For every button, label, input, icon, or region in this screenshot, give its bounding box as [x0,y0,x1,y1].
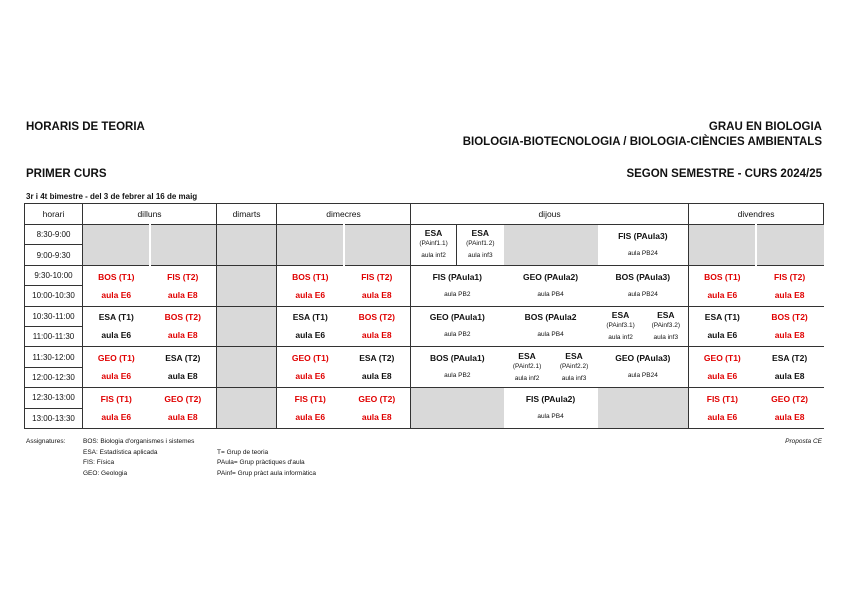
class-cell [598,225,689,266]
table-row [25,347,824,367]
class-cell [411,306,504,347]
room-label: aula PB24 [627,372,658,380]
timetable [24,203,824,429]
room-label: aula E6 [707,330,738,341]
course-label: BOS (T1) [292,271,329,282]
course-label: ESA [565,350,583,361]
course-label: GEO (T1) [291,353,329,364]
empty-slot [277,225,344,266]
room-label: aula E8 [167,330,198,341]
course-label: GEO (T1) [703,353,741,364]
class-cell [504,347,551,388]
legend-subjects [83,437,194,479]
room-label: aula E8 [167,412,198,423]
room-label: aula E8 [361,371,392,382]
course-label: ESA (T1) [292,312,328,323]
room-label: aula PB24 [627,249,658,257]
time-slot: 13:00-13:30 [25,408,83,428]
course-title: PRIMER CURS [26,168,107,180]
class-cell [83,388,150,429]
room-label: aula PB4 [537,413,564,421]
class-cell [83,306,150,347]
class-cell [411,347,504,388]
course-label: ESA [611,309,630,320]
header-divendres: divendres [689,204,824,225]
group-label: (PAinf2.2) [559,362,589,370]
time-slot: 11:30-12:00 [25,347,83,367]
table-row [25,225,824,245]
room-label: aula PB2 [444,372,471,380]
course-label: GEO (PAula1) [429,312,485,323]
time-slot: 10:00-10:30 [25,286,83,306]
course-label: ESA (T1) [98,312,134,323]
class-cell [644,306,689,347]
page-title: HORARIS DE TEORIA [26,121,145,133]
time-slot: 9:00-9:30 [25,245,83,265]
course-label: FIS (T2) [361,271,393,282]
empty-slot [598,388,689,429]
room-label: aula E6 [101,412,132,423]
room-label: aula E6 [101,330,132,341]
legend-group: PAinf= Grup pràct aula informàtica [217,469,317,477]
course-label: FIS (T1) [706,394,738,405]
empty-slot [689,225,756,266]
course-label: FIS (T1) [100,394,132,405]
legend-groups [217,448,316,480]
degree-title: GRAU EN BIOLOGIA [708,121,822,133]
class-cell [504,265,598,306]
header-dilluns: dilluns [83,204,217,225]
class-cell [457,225,504,266]
room-label: aula inf2 [608,333,633,341]
class-cell [551,347,598,388]
class-cell [504,306,598,347]
legend-group: T= Grup de teoria [217,448,269,456]
room-label: aula inf3 [467,252,493,260]
course-label: BOS (PAula2 [524,312,577,323]
room-label: aula E6 [295,289,326,300]
room-label: aula PB24 [627,290,658,298]
room-label: aula E8 [774,330,805,341]
proposal-note: Proposta CE [785,438,822,445]
room-label: aula PB2 [444,290,471,298]
empty-slot [504,225,598,266]
class-cell [83,265,150,306]
room-label: aula inf3 [653,333,679,341]
legend-label: Assignatures: [26,438,66,445]
course-label: FIS (PAula3) [618,230,668,241]
room-label: aula E8 [774,371,805,382]
class-cell [83,347,150,388]
legend-subject: BOS: Biologia d'organismes i sistemes [83,438,195,445]
room-label: aula E6 [295,330,326,341]
room-label: aula E6 [295,371,326,382]
room-label: aula PB4 [537,331,564,339]
group-label: (PAinf2.1) [512,362,542,370]
room-label: aula PB4 [537,290,564,298]
room-label: aula E8 [774,412,805,423]
legend-subject: GEO: Geologia [83,469,128,477]
empty-slot [217,265,277,306]
table-row [25,265,824,285]
class-cell [689,347,756,388]
course-label: GEO (T2) [771,394,809,405]
course-label: FIS (T1) [294,394,326,405]
room-label: aula E8 [361,412,392,423]
course-label: BOS (T1) [98,271,135,282]
class-cell [598,306,644,347]
legend-subject: FIS: Física [83,459,115,466]
course-label: BOS (T2) [771,312,808,323]
class-cell [150,306,217,347]
empty-slot [217,225,277,266]
class-cell [277,388,344,429]
course-label: GEO (PAula2) [522,271,579,282]
semester-title: SEGON SEMESTRE - CURS 2024/25 [626,168,822,180]
room-label: aula E6 [101,371,132,382]
course-label: BOS (PAula3) [615,271,671,282]
class-cell [756,265,824,306]
empty-slot [83,225,150,266]
class-cell [344,388,411,429]
class-cell [504,388,598,429]
class-cell [756,388,824,429]
room-label: aula PB2 [444,331,471,339]
time-slot: 10:30-11:00 [25,306,83,326]
course-label: ESA (T2) [359,353,395,364]
empty-slot [217,347,277,388]
class-cell [689,265,756,306]
header-dijous: dijous [411,204,689,225]
time-slot: 9:30-10:00 [25,265,83,285]
room-label: aula E8 [361,289,392,300]
class-cell [411,265,504,306]
time-slot: 12:30-13:00 [25,388,83,408]
group-label: (PAinf1.1) [419,240,448,248]
group-label: (PAinf3.1) [606,321,635,329]
room-label: aula inf3 [561,374,587,382]
class-cell [150,347,217,388]
legend-subject: ESA: Estadística aplicada [83,448,158,456]
room-label: aula E8 [167,289,198,300]
room-label: aula E6 [707,289,738,300]
course-label: ESA [518,350,536,361]
course-label: ESA [424,228,443,239]
table-row [25,388,824,408]
course-label: GEO (T2) [164,394,202,405]
class-cell [150,265,217,306]
class-cell [689,388,756,429]
room-label: aula E6 [707,412,738,423]
course-label: GEO (PAula3) [615,353,671,364]
empty-slot [150,225,217,266]
course-label: BOS (T1) [704,271,741,282]
class-cell [756,306,824,347]
room-label: aula E6 [101,289,132,300]
group-label: (PAinf3.2) [651,321,681,329]
header-row [25,204,824,225]
room-label: aula inf2 [421,252,446,260]
room-label: aula E8 [774,289,805,300]
time-slot: 8:30-9:00 [25,225,83,245]
room-label: aula E6 [295,412,326,423]
course-label: ESA [471,228,490,239]
course-label: FIS (T2) [774,271,806,282]
course-label: ESA (T2) [165,353,201,364]
room-label: aula E8 [167,371,198,382]
course-label: ESA (T1) [704,312,740,323]
class-cell [411,225,457,266]
course-label: GEO (T1) [97,353,135,364]
empty-slot [344,225,411,266]
class-cell [344,347,411,388]
empty-slot [756,225,824,266]
class-cell [598,265,689,306]
empty-slot [411,388,504,429]
class-cell [344,306,411,347]
group-label: (PAinf1.2) [466,240,495,248]
empty-slot [217,388,277,429]
course-label: ESA (T2) [772,353,808,364]
class-cell [277,347,344,388]
table-row [25,306,824,326]
time-slot: 11:00-11:30 [25,326,83,346]
room-label: aula E6 [707,371,738,382]
time-slot: 12:00-12:30 [25,367,83,387]
class-cell [689,306,756,347]
empty-slot [217,306,277,347]
course-label: FIS (PAula1) [432,271,482,282]
class-cell [277,265,344,306]
course-label: BOS (T2) [358,312,395,323]
course-label: BOS (T2) [164,312,201,323]
degree-subtitle: BIOLOGIA-BIOTECNOLOGIA / BIOLOGIA-CIÈNCIES AMBIENTALS [462,136,822,148]
course-label: FIS (PAula2) [525,394,576,405]
course-label: GEO (T2) [358,394,396,405]
class-cell [150,388,217,429]
class-cell [756,347,824,388]
header-dimarts: dimarts [217,204,277,225]
class-cell [344,265,411,306]
header-horari: horari [25,204,83,225]
legend-group: PAula= Grup pràctiques d'aula [217,459,305,466]
class-cell [598,347,689,388]
course-label: FIS (T2) [167,271,199,282]
room-label: aula E8 [361,330,392,341]
class-cell [277,306,344,347]
course-label: BOS (PAula1) [429,353,485,364]
header-dimecres: dimecres [277,204,411,225]
room-label: aula inf2 [514,374,540,382]
period-label: 3r i 4t bimestre - del 3 de febrer al 16 de maig [26,192,198,201]
course-label: ESA [657,309,675,320]
